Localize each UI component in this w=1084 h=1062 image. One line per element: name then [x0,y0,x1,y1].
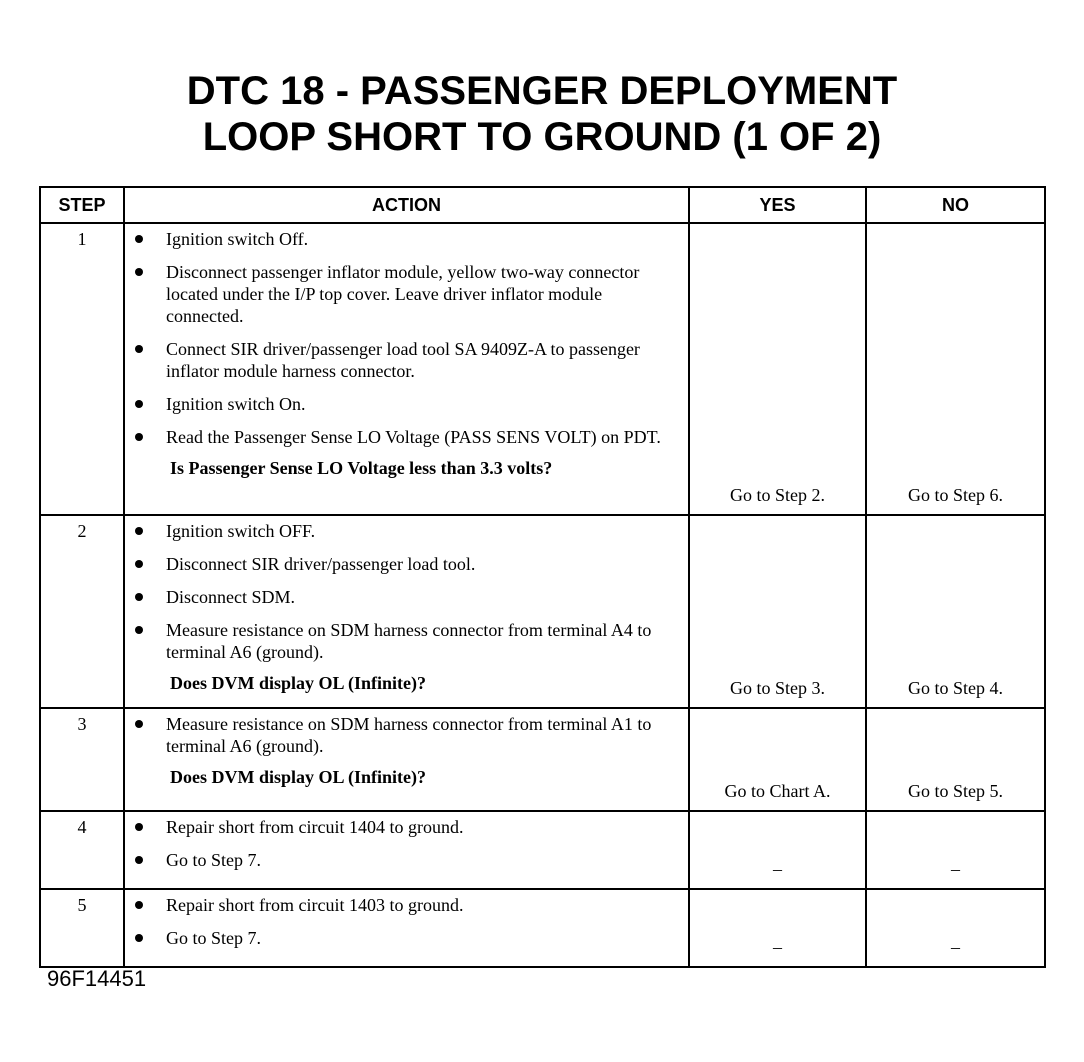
action-item [131,426,680,448]
action-text: Repair short from circuit 1404 to ground. [166,817,464,837]
action-cell [124,515,689,708]
action-text: Go to Step 7. [166,850,262,870]
yes-result: Go to Step 3. [689,515,866,708]
action-item [131,894,680,916]
action-question: Does DVM display OL (Infinite)? [170,767,427,787]
no-result: Go to Step 5. [866,708,1045,811]
bullet-icon [135,433,143,441]
bullet-icon [135,720,143,728]
action-list [131,520,680,663]
header-no: NO [866,187,1045,223]
bullet-icon [135,934,143,942]
action-text: Measure resistance on SDM harness connector from terminal A4 to terminal A6 (ground). [166,620,652,662]
action-cell [124,811,689,889]
table-row [40,708,1045,811]
action-question: Does DVM display OL (Infinite)? [170,673,427,693]
action-item [131,927,680,949]
action-text: Disconnect SIR driver/passenger load tool. [166,554,476,574]
yes-result: – [689,889,866,967]
bullet-icon [135,268,143,276]
figure-code: 96F14451 [47,966,147,991]
header-yes: YES [689,187,866,223]
action-item [131,393,680,415]
action-list [131,228,680,448]
header-action: ACTION [124,187,689,223]
action-item [131,816,680,838]
bullet-icon [135,626,143,634]
bullet-icon [135,593,143,601]
table-row [40,515,1045,708]
table-row [40,223,1045,515]
action-list [131,713,680,757]
step-number: 2 [40,515,124,708]
action-text: Disconnect passenger inflator module, yellow two-way connector located under the I/P top cover. Leave driver inflator module connected. [166,262,640,326]
step-number: 4 [40,811,124,889]
bullet-icon [135,345,143,353]
step-number: 5 [40,889,124,967]
action-item [131,261,680,327]
no-result: – [866,811,1045,889]
no-result: Go to Step 4. [866,515,1045,708]
bullet-icon [135,560,143,568]
action-list [131,816,680,871]
table-row [40,811,1045,889]
action-text: Go to Step 7. [166,928,262,948]
table-body [40,223,1045,967]
yes-result: – [689,811,866,889]
yes-result: Go to Step 2. [689,223,866,515]
no-result: Go to Step 6. [866,223,1045,515]
bullet-icon [135,400,143,408]
page-title-line-2: LOOP SHORT TO GROUND (1 OF 2) [202,115,882,159]
action-item [131,228,680,250]
action-cell [124,708,689,811]
action-text: Read the Passenger Sense LO Voltage (PASS SENS VOLT) on PDT. [166,427,661,447]
action-text: Disconnect SDM. [166,587,295,607]
diagnostic-table [39,186,1046,968]
yes-result: Go to Chart A. [689,708,866,811]
action-text: Ignition switch Off. [166,229,309,249]
action-text: Repair short from circuit 1403 to ground. [166,895,464,915]
step-number: 1 [40,223,124,515]
action-item [131,338,680,382]
action-item [131,520,680,542]
action-item [131,713,680,757]
header-step: STEP [40,187,124,223]
action-text: Measure resistance on SDM harness connector from terminal A1 to terminal A6 (ground). [166,714,652,756]
action-question: Is Passenger Sense LO Voltage less than 3.3 volts? [170,458,553,478]
table-header-row [40,187,1045,223]
bullet-icon [135,235,143,243]
page-title-line-1: DTC 18 - PASSENGER DEPLOYMENT [186,69,898,113]
table-row [40,889,1045,967]
action-cell [124,889,689,967]
bullet-icon [135,823,143,831]
action-text: Ignition switch On. [166,394,306,414]
bullet-icon [135,901,143,909]
action-text: Connect SIR driver/passenger load tool SA 9409Z-A to passenger inflator module harness connector. [166,339,640,381]
action-cell [124,223,689,515]
action-list [131,894,680,949]
bullet-icon [135,527,143,535]
action-item [131,849,680,871]
action-text: Ignition switch OFF. [166,521,316,541]
action-item [131,619,680,663]
bullet-icon [135,856,143,864]
step-number: 3 [40,708,124,811]
no-result: – [866,889,1045,967]
action-item [131,586,680,608]
action-item [131,553,680,575]
